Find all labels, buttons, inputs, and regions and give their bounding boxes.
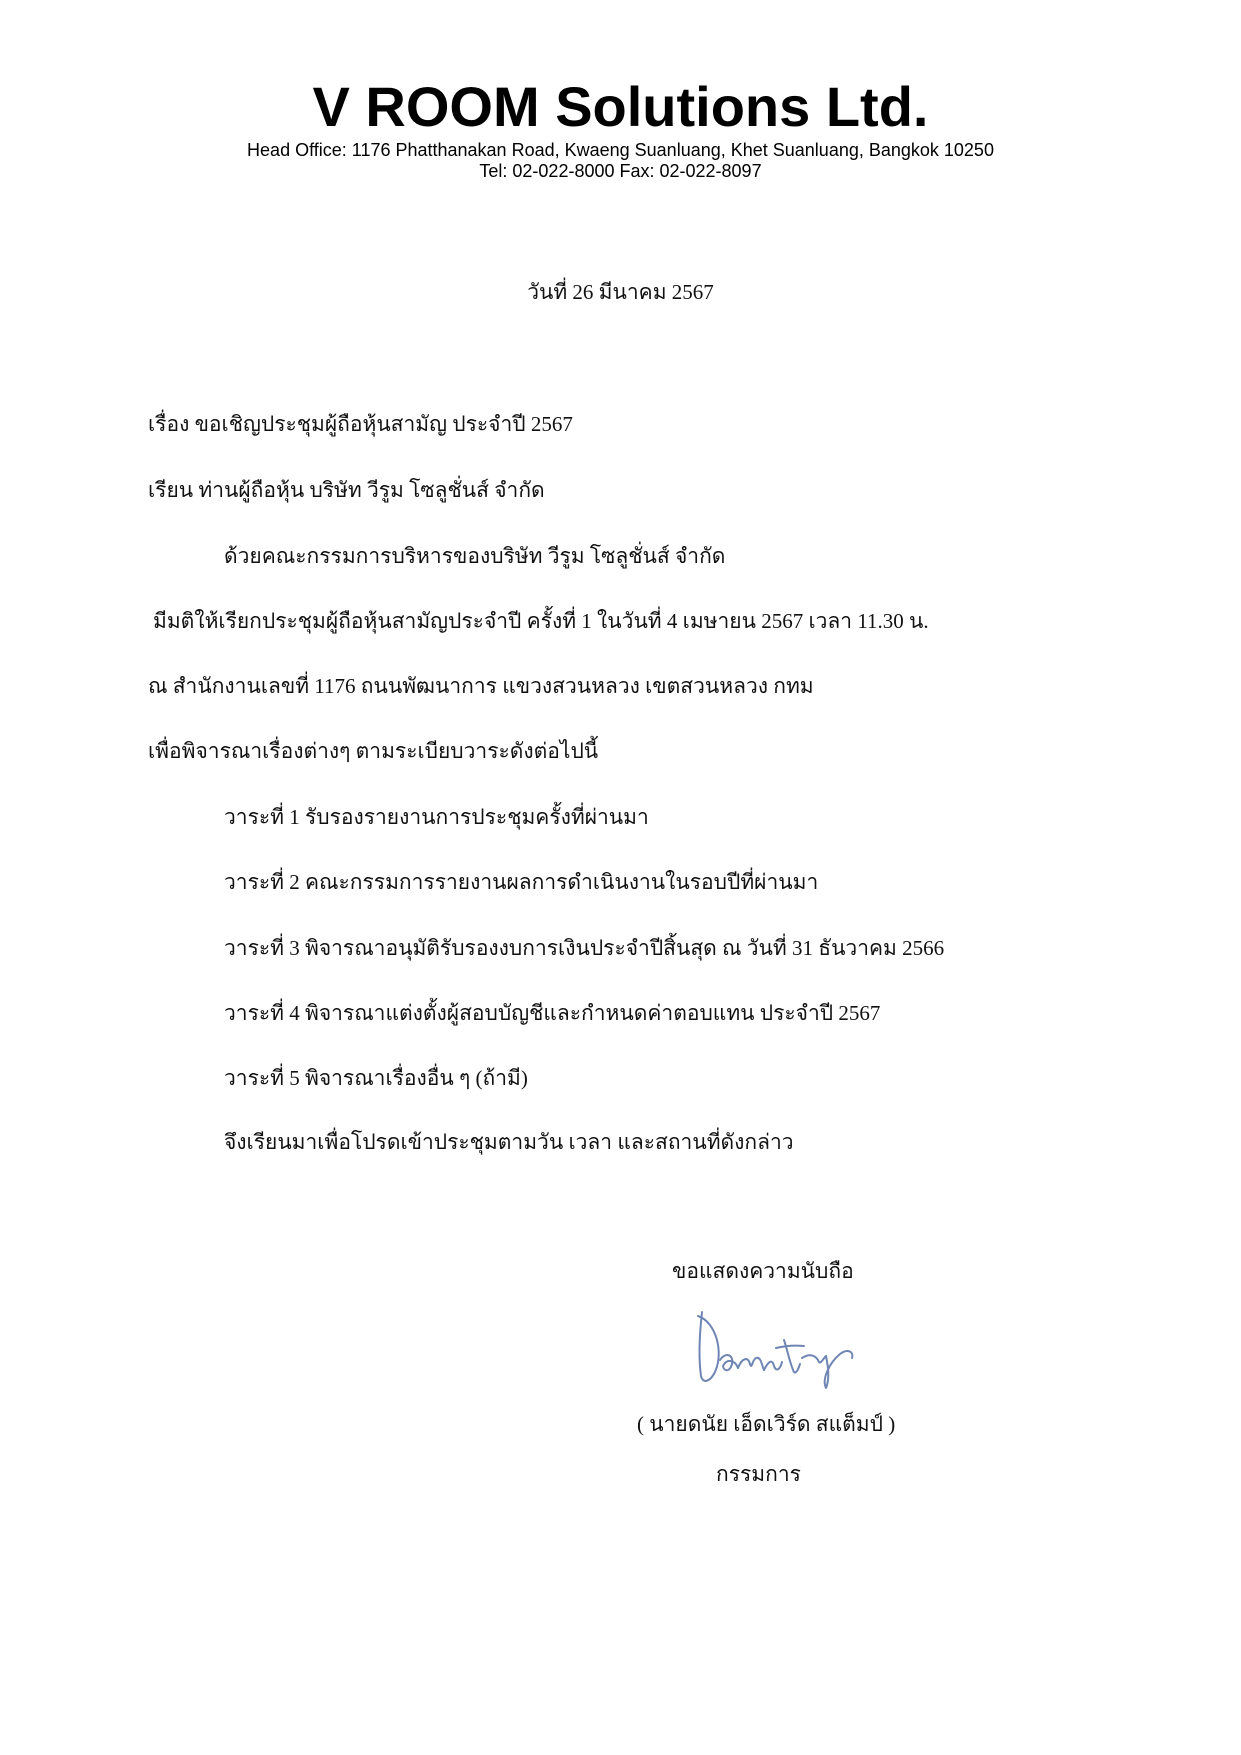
body-paragraph-2: มีมติให้เรียกประชุมผู้ถือหุ้นสามัญประจำปี ครั้งที่ 1 ในวันที่ 4 เมษายน 2567 เวลา 11.30 น. xyxy=(153,609,929,633)
agenda-item: วาระที่ 3 พิจารณาอนุมัติรับรองงบการเงินประจำปีสิ้นสุด ณ วันที่ 31 ธันวาคม 2566 xyxy=(224,936,945,960)
letter-recipient: เรียน ท่านผู้ถือหุ้น บริษัท วีรูม โซลูชั่นส์ จำกัด xyxy=(148,478,545,502)
agenda-item: วาระที่ 4 พิจารณาแต่งตั้งผู้สอบบัญชีและกำหนดค่าตอบแทน ประจำปี 2567 xyxy=(224,1001,881,1025)
handwritten-signature xyxy=(684,1300,884,1390)
closing-salutation: ขอแสดงความนับถือ xyxy=(672,1259,854,1283)
letter-subject: เรื่อง ขอเชิญประชุมผู้ถือหุ้นสามัญ ประจำปี 2567 xyxy=(148,412,573,436)
letterhead xyxy=(0,74,1241,182)
company-contact: Tel: 02-022-8000 Fax: 02-022-8097 xyxy=(479,161,762,181)
body-paragraph-3: ณ สำนักงานเลขที่ 1176 ถนนพัฒนาการ แขวงสวนหลวง เขตสวนหลวง กทม xyxy=(148,674,814,698)
agenda-item: วาระที่ 1 รับรองรายงานการประชุมครั้งที่ผ่านมา xyxy=(224,805,649,829)
body-paragraph-4: เพื่อพิจารณาเรื่องต่างๆ ตามระเบียบวาระดังต่อไปนี้ xyxy=(148,739,599,763)
company-name: V ROOM Solutions Ltd. xyxy=(312,75,929,138)
agenda-item: วาระที่ 2 คณะกรรมการรายงานผลการดำเนินงานในรอบปีที่ผ่านมา xyxy=(224,870,819,894)
signer-title: กรรมการ xyxy=(716,1462,801,1486)
signer-name: ( นายดนัย เอ็ดเวิร์ด สแต็มป์ ) xyxy=(637,1412,896,1436)
closing-request: จึงเรียนมาเพื่อโปรดเข้าประชุมตามวัน เวลา และสถานที่ดังกล่าว xyxy=(224,1130,794,1154)
company-address: Head Office: 1176 Phatthanakan Road, Kwaeng Suanluang, Khet Suanluang, Bangkok 10250 xyxy=(247,140,994,160)
agenda-item: วาระที่ 5 พิจารณาเรื่องอื่น ๆ (ถ้ามี) xyxy=(224,1066,528,1090)
body-paragraph-1: ด้วยคณะกรรมการบริหารของบริษัท วีรูม โซลูชั่นส์ จำกัด xyxy=(224,544,726,568)
letter-date: วันที่ 26 มีนาคม 2567 xyxy=(527,280,714,304)
